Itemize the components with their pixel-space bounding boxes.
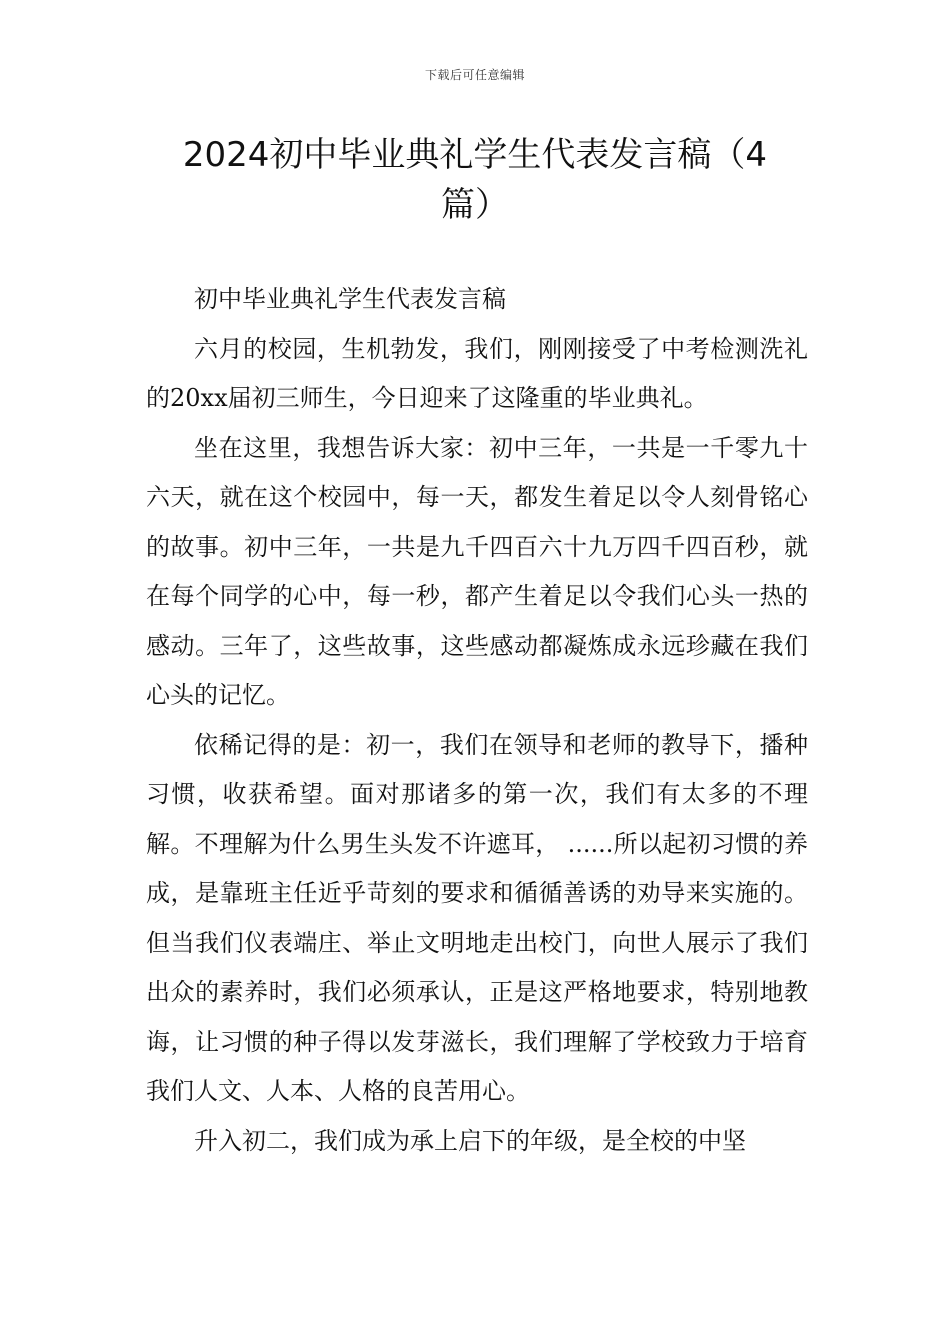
header-note: 下载后可任意编辑 [424,68,525,82]
paragraph-1: 六月的校园，生机勃发，我们，刚刚接受了中考检测洗礼的20xx届初三师生，今日迎来了这隆重的毕业典礼。 [146,334,808,412]
document-body [146,275,808,1166]
paragraph-2: 坐在这里，我想告诉大家：初中三年，一共是一千零九十六天，就在这个校园中，每一天，都发生着足以令人刻骨铭心的故事。初中三年，一共是九千四百六十九万四千四百秒，就在每个同学的心中，每一秒，都产生着足以令我们心头一热的感动。三年了，这些故事，这些感动都凝炼成永远珍藏在我们心头的记忆。 [146,433,808,709]
paragraph-3: 依稀记得的是：初一，我们在领导和老师的教导下，播种习惯，收获希望。面对那诸多的第一次，我们有太多的不理解。不理解为什么男生头发不许遮耳， ......所以起初习惯的养成，是靠班主任近乎苛刻的要求和循循善诱的劝导来实施的。但当我们仪表端庄、举止文明地走出校门，向世人展示了我们出众的素养时，我们必须承认，正是这严格地要求，特别地教诲，让习惯的种子得以发芽滋长，我们理解了学校致力于培育我们人文、人本、人格的良苦用心。 [146,730,808,1105]
paragraph-4: 升入初二，我们成为承上启下的年级，是全校的中坚 [194,1126,746,1155]
document-title: 2024初中毕业典礼学生代表发言稿（4篇） [182,135,768,225]
document-subtitle: 初中毕业典礼学生代表发言稿 [194,285,506,313]
